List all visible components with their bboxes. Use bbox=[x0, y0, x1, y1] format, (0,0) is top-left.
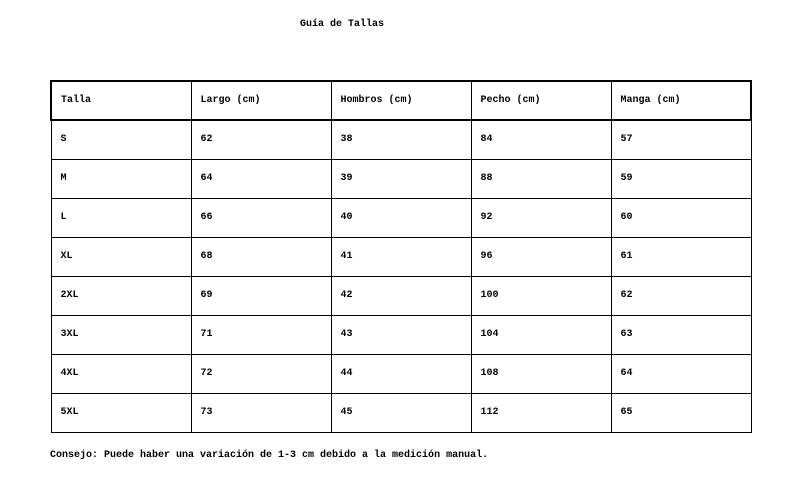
cell-largo: 66 bbox=[191, 198, 331, 237]
header-hombros: Hombros (cm) bbox=[331, 81, 471, 120]
cell-hombros: 40 bbox=[331, 198, 471, 237]
table-row bbox=[51, 276, 751, 315]
cell-hombros: 38 bbox=[331, 120, 471, 159]
size-chart-table bbox=[50, 80, 752, 433]
table-row bbox=[51, 198, 751, 237]
table-row bbox=[51, 393, 751, 432]
cell-hombros: 44 bbox=[331, 354, 471, 393]
cell-manga: 60 bbox=[611, 198, 751, 237]
cell-talla: 5XL bbox=[51, 393, 191, 432]
cell-pecho: 108 bbox=[471, 354, 611, 393]
cell-talla: S bbox=[51, 120, 191, 159]
cell-pecho: 96 bbox=[471, 237, 611, 276]
cell-hombros: 45 bbox=[331, 393, 471, 432]
cell-manga: 61 bbox=[611, 237, 751, 276]
cell-talla: 4XL bbox=[51, 354, 191, 393]
header-manga: Manga (cm) bbox=[611, 81, 751, 120]
cell-manga: 57 bbox=[611, 120, 751, 159]
cell-pecho: 92 bbox=[471, 198, 611, 237]
cell-talla: 3XL bbox=[51, 315, 191, 354]
cell-pecho: 104 bbox=[471, 315, 611, 354]
header-pecho: Pecho (cm) bbox=[471, 81, 611, 120]
table-row bbox=[51, 237, 751, 276]
page-title: Guía de Tallas bbox=[300, 19, 385, 30]
header-talla: Talla bbox=[51, 81, 191, 120]
cell-pecho: 112 bbox=[471, 393, 611, 432]
table-row bbox=[51, 120, 751, 159]
cell-hombros: 39 bbox=[331, 159, 471, 198]
table-row bbox=[51, 354, 751, 393]
cell-manga: 65 bbox=[611, 393, 751, 432]
cell-largo: 71 bbox=[191, 315, 331, 354]
cell-pecho: 88 bbox=[471, 159, 611, 198]
cell-largo: 62 bbox=[191, 120, 331, 159]
header-largo: Largo (cm) bbox=[191, 81, 331, 120]
cell-manga: 63 bbox=[611, 315, 751, 354]
cell-largo: 64 bbox=[191, 159, 331, 198]
table-row bbox=[51, 159, 751, 198]
cell-talla: M bbox=[51, 159, 191, 198]
cell-manga: 59 bbox=[611, 159, 751, 198]
cell-largo: 73 bbox=[191, 393, 331, 432]
cell-largo: 69 bbox=[191, 276, 331, 315]
cell-hombros: 43 bbox=[331, 315, 471, 354]
table-row bbox=[51, 315, 751, 354]
cell-manga: 62 bbox=[611, 276, 751, 315]
cell-hombros: 42 bbox=[331, 276, 471, 315]
cell-pecho: 100 bbox=[471, 276, 611, 315]
cell-pecho: 84 bbox=[471, 120, 611, 159]
cell-manga: 64 bbox=[611, 354, 751, 393]
cell-talla: L bbox=[51, 198, 191, 237]
cell-largo: 68 bbox=[191, 237, 331, 276]
table-header-row bbox=[51, 81, 751, 120]
cell-talla: 2XL bbox=[51, 276, 191, 315]
footnote-tip: Consejo: Puede haber una variación de 1-3 cm debido a la medición manual. bbox=[50, 450, 489, 461]
cell-talla: XL bbox=[51, 237, 191, 276]
cell-largo: 72 bbox=[191, 354, 331, 393]
cell-hombros: 41 bbox=[331, 237, 471, 276]
